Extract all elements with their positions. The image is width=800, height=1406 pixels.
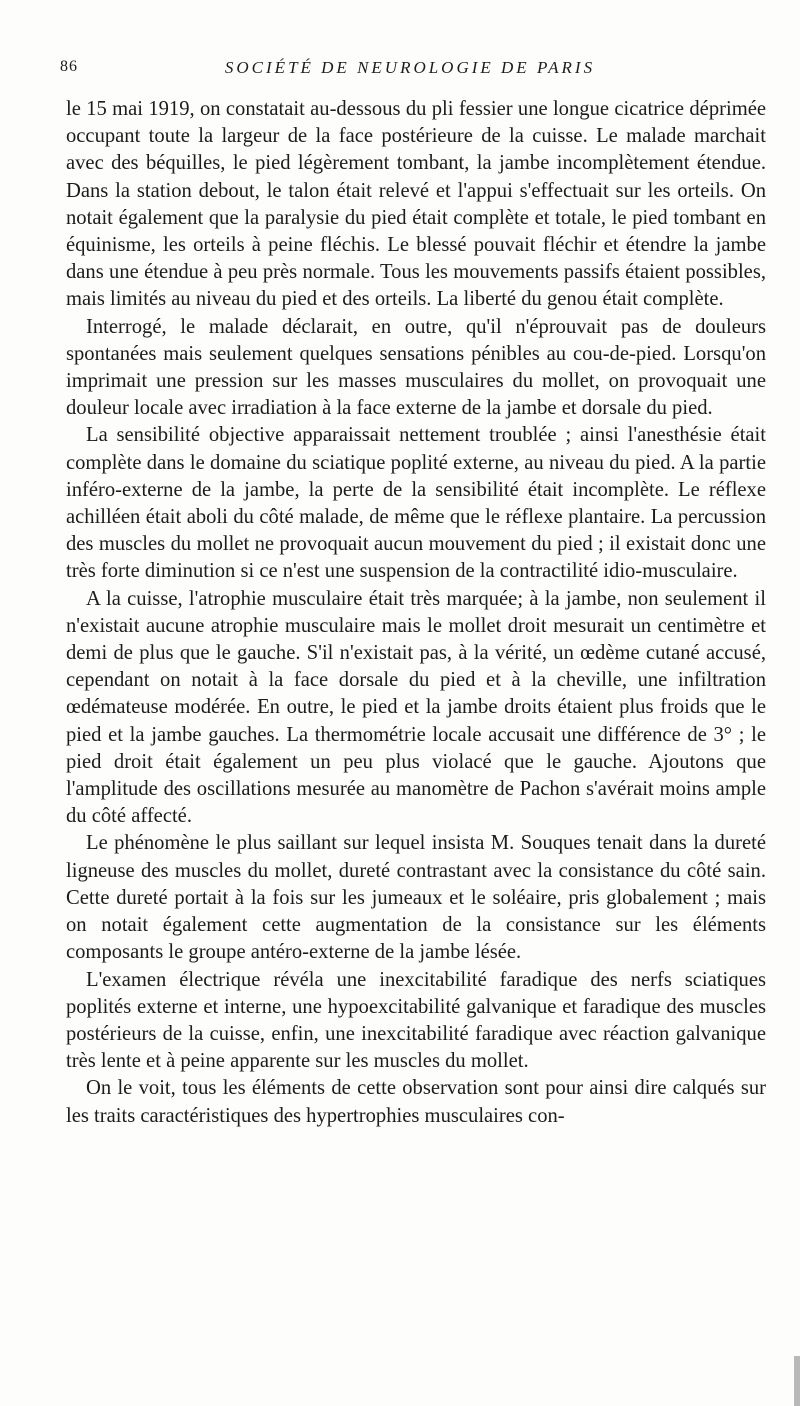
journal-title: SOCIÉTÉ DE NEUROLOGIE DE PARIS [224,58,596,77]
page-number: 86 [60,58,78,75]
paragraph-case-description: le 15 mai 1919, on constatait au-dessous du pli fessier une longue cicatrice déprimée occupant toute la largeur de la face postérieure de la cuisse. Le malade marchait avec des béquilles, le pied légèrement tombant, la jambe incomplètement étendue. Dans la station debout, le talon était relevé et l'appui s'effectuait sur les orteils. On notait également que la paralysie du pied était complète et totale, le pied tombant en équinisme, les orteils à peine fléchis. Le blessé pouvait fléchir et étendre la jambe dans une étendue à peu près normale. Tous les mouvements passifs étaient possibles, mais limités au niveau du pied et des orteils. La liberté du genou était complète. [66,98,766,311]
paragraph-electrical-exam: L'examen électrique révéla une inexcitabilité faradique des nerfs sciatiques poplités externe et interne, une hypoexcitabilité galvanique et faradique des muscles postérieurs de la cuisse, enfin, une inexcitabilité faradique avec réaction galvanique très lente et à peine apparente sur les muscles du mollet. [66,968,766,1073]
paragraph-muscle-hardness: Le phénomène le plus saillant sur lequel insista M. Souques tenait dans la dureté ligneuse des muscles du mollet, dureté contrastant avec la consistance du côté sain. Cette dureté portait à la fois sur les jumeaux et le soléaire, pris globalement ; mais on notait également cette augmentation de la consistance sur les éléments composants le groupe antéro-externe de la jambe lésée. [66,832,766,964]
paragraph-sensibility: La sensibilité objective apparaissait nettement troublée ; ainsi l'anesthésie était complète dans le domaine du sciatique poplité externe, au niveau du pied. A la partie inféro-externe de la jambe, la perte de la sensibilité était incomplète. Le réflexe achilléen était aboli du côté malade, de même que le réflexe plantaire. La percussion des muscles du mollet ne provoquait aucun mouvement du pied ; il existait donc une très forte diminution si ce n'est une suspension de la contractilité idio-musculaire. [66,424,766,583]
running-head [60,58,760,86]
paragraph-atrophy-edema: A la cuisse, l'atrophie musculaire était très marquée; à la jambe, non seulement il n'existait aucune atrophie musculaire mais le mollet droit mesurait un centimètre et demi de plus que le gauche. S'il n'existait pas, à la vérité, un œdème cutané accusé, cependant on notait à la face dorsale du pied et à la cheville, une infiltration œdémateuse modérée. En outre, le pied et la jambe droits étaient plus froids que le pied et la jambe gauches. La thermométrie locale accusait une différence de 3° ; le pied droit était également un peu plus violacé que le gauche. Ajoutons que l'amplitude des oscillations mesurée au manomètre de Pachon s'avérait moins ample du côté affecté. [66,587,766,828]
paragraph-conclusion: On le voit, tous les éléments de cette observation sont pour ainsi dire calqués sur les traits caractéristiques des hypertrophies musculaires con- [66,1077,766,1127]
page-edge-mark [794,1356,800,1406]
body-text [66,96,766,1130]
paragraph-pain-symptoms: Interrogé, le malade déclarait, en outre, qu'il n'éprouvait pas de douleurs spontanées mais seulement quelques sensations pénibles au cou-de-pied. Lorsqu'on imprimait une pression sur les masses musculaires du mollet, on provoquait une douleur locale avec irradiation à la face externe de la jambe et dorsale du pied. [66,315,766,420]
